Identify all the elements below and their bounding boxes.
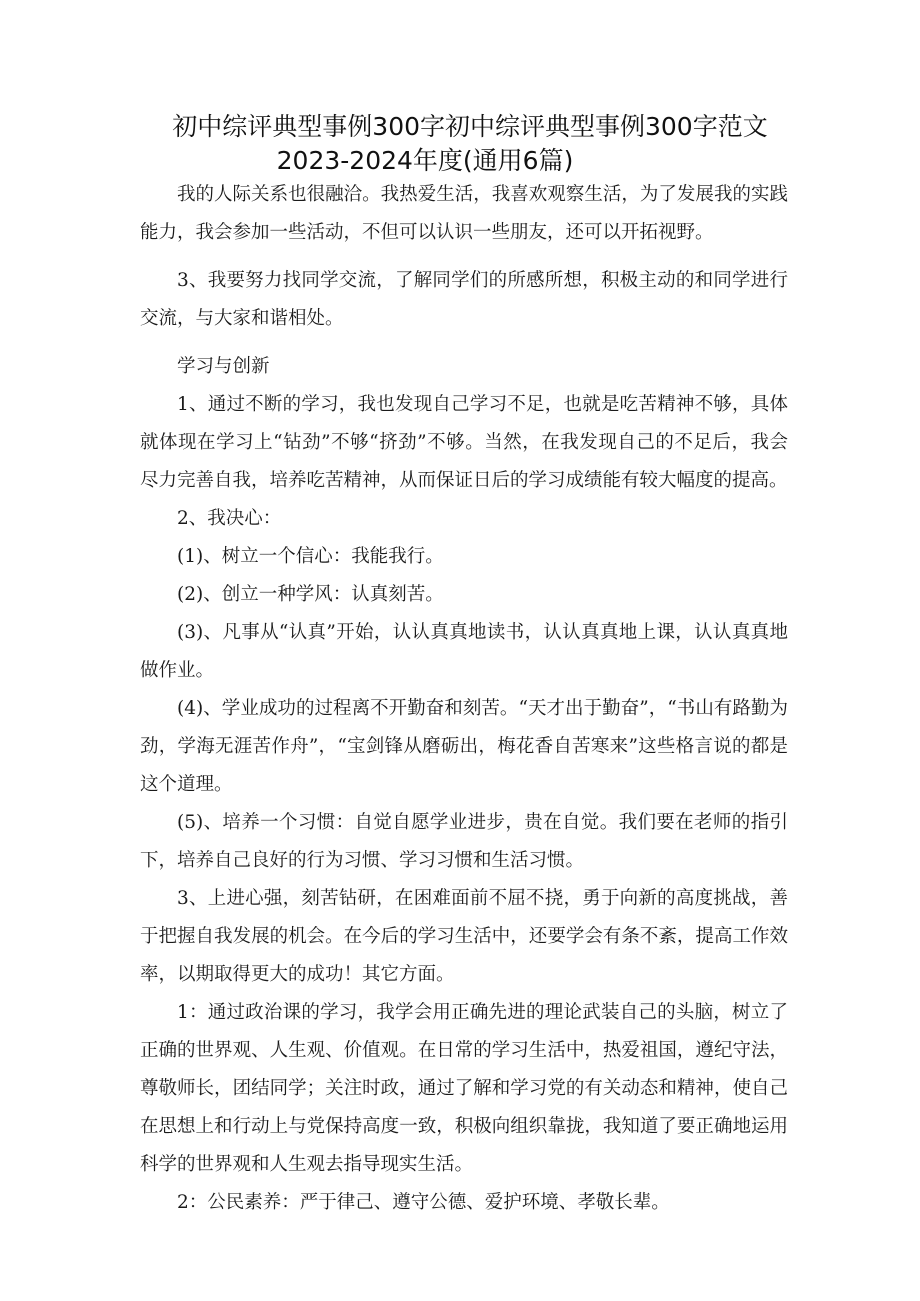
list-item: (5)、培养一个习惯：自觉自愿学业进步，贵在自觉。我们要在老师的指引下，培养自己良好的行为习惯、学习习惯和生活习惯。 [140,812,788,871]
section-heading: 学习与创新 [177,356,270,377]
paragraph: 2：公民素养：严于律己、遵守公德、爱护环境、孝敬长辈。 [177,1192,670,1213]
title-line-2: 2023-2024年度(通用6篇) [276,146,574,175]
paragraph: 1：通过政治课的学习，我学会用正确先进的理论武装自己的头脑，树立了正确的世界观、人生观、价值观。在日常的学习生活中，热爱祖国，遵纪守法，尊敬师长，团结同学；关注时政，通过了解和学习党的有关动态和精神，使自己在思想上和行动上与党保持高度一致，积极向组织靠拢，我知道了要正确地运用科学的世界观和人生观去指导现实生活。 [140,1002,788,1175]
paragraph: 1、通过不断的学习，我也发现自己学习不足，也就是吃苦精神不够，具体就体现在学习上“钻劲”不够“挤劲”不够。当然，在我发现自己的不足后，我会尽力完善自我，培养吃苦精神，从而保证日后的学习成绩能有较大幅度的提高。 [140,394,788,491]
title-line-1: 初中综评典型事例300字初中综评典型事例300字范文 [172,112,768,141]
paragraph: 我的人际关系也很融洽。我热爱生活，我喜欢观察生活，为了发展我的实践能力，我会参加一些活动，不但可以认识一些朋友，还可以开拓视野。 [140,184,788,243]
paragraph: 3、我要努力找同学交流，了解同学们的所感所想，积极主动的和同学进行交流，与大家和谐相处。 [140,270,788,329]
document-title [140,110,800,178]
paragraph: 2、我决心： [177,508,282,529]
document-body [140,176,788,1222]
list-item: (4)、学业成功的过程离不开勤奋和刻苦。“天才出于勤奋”，“书山有路勤为劲，学海无涯苦作舟”，“宝剑锋从磨砺出，梅花香自苦寒来”这些格言说的都是这个道理。 [140,698,788,795]
list-item: (2)、创立一种学风：认真刻苦。 [177,584,444,605]
paragraph: 3、上进心强，刻苦钻研，在困难面前不屈不挠，勇于向新的高度挑战，善于把握自我发展的机会。在今后的学习生活中，还要学会有条不紊，提高工作效率，以期取得更大的成功！其它方面。 [140,888,788,985]
list-item: (1)、树立一个信心：我能我行。 [177,546,444,567]
list-item: (3)、凡事从“认真”开始，认认真真地读书，认认真真地上课，认认真真地做作业。 [140,622,788,681]
